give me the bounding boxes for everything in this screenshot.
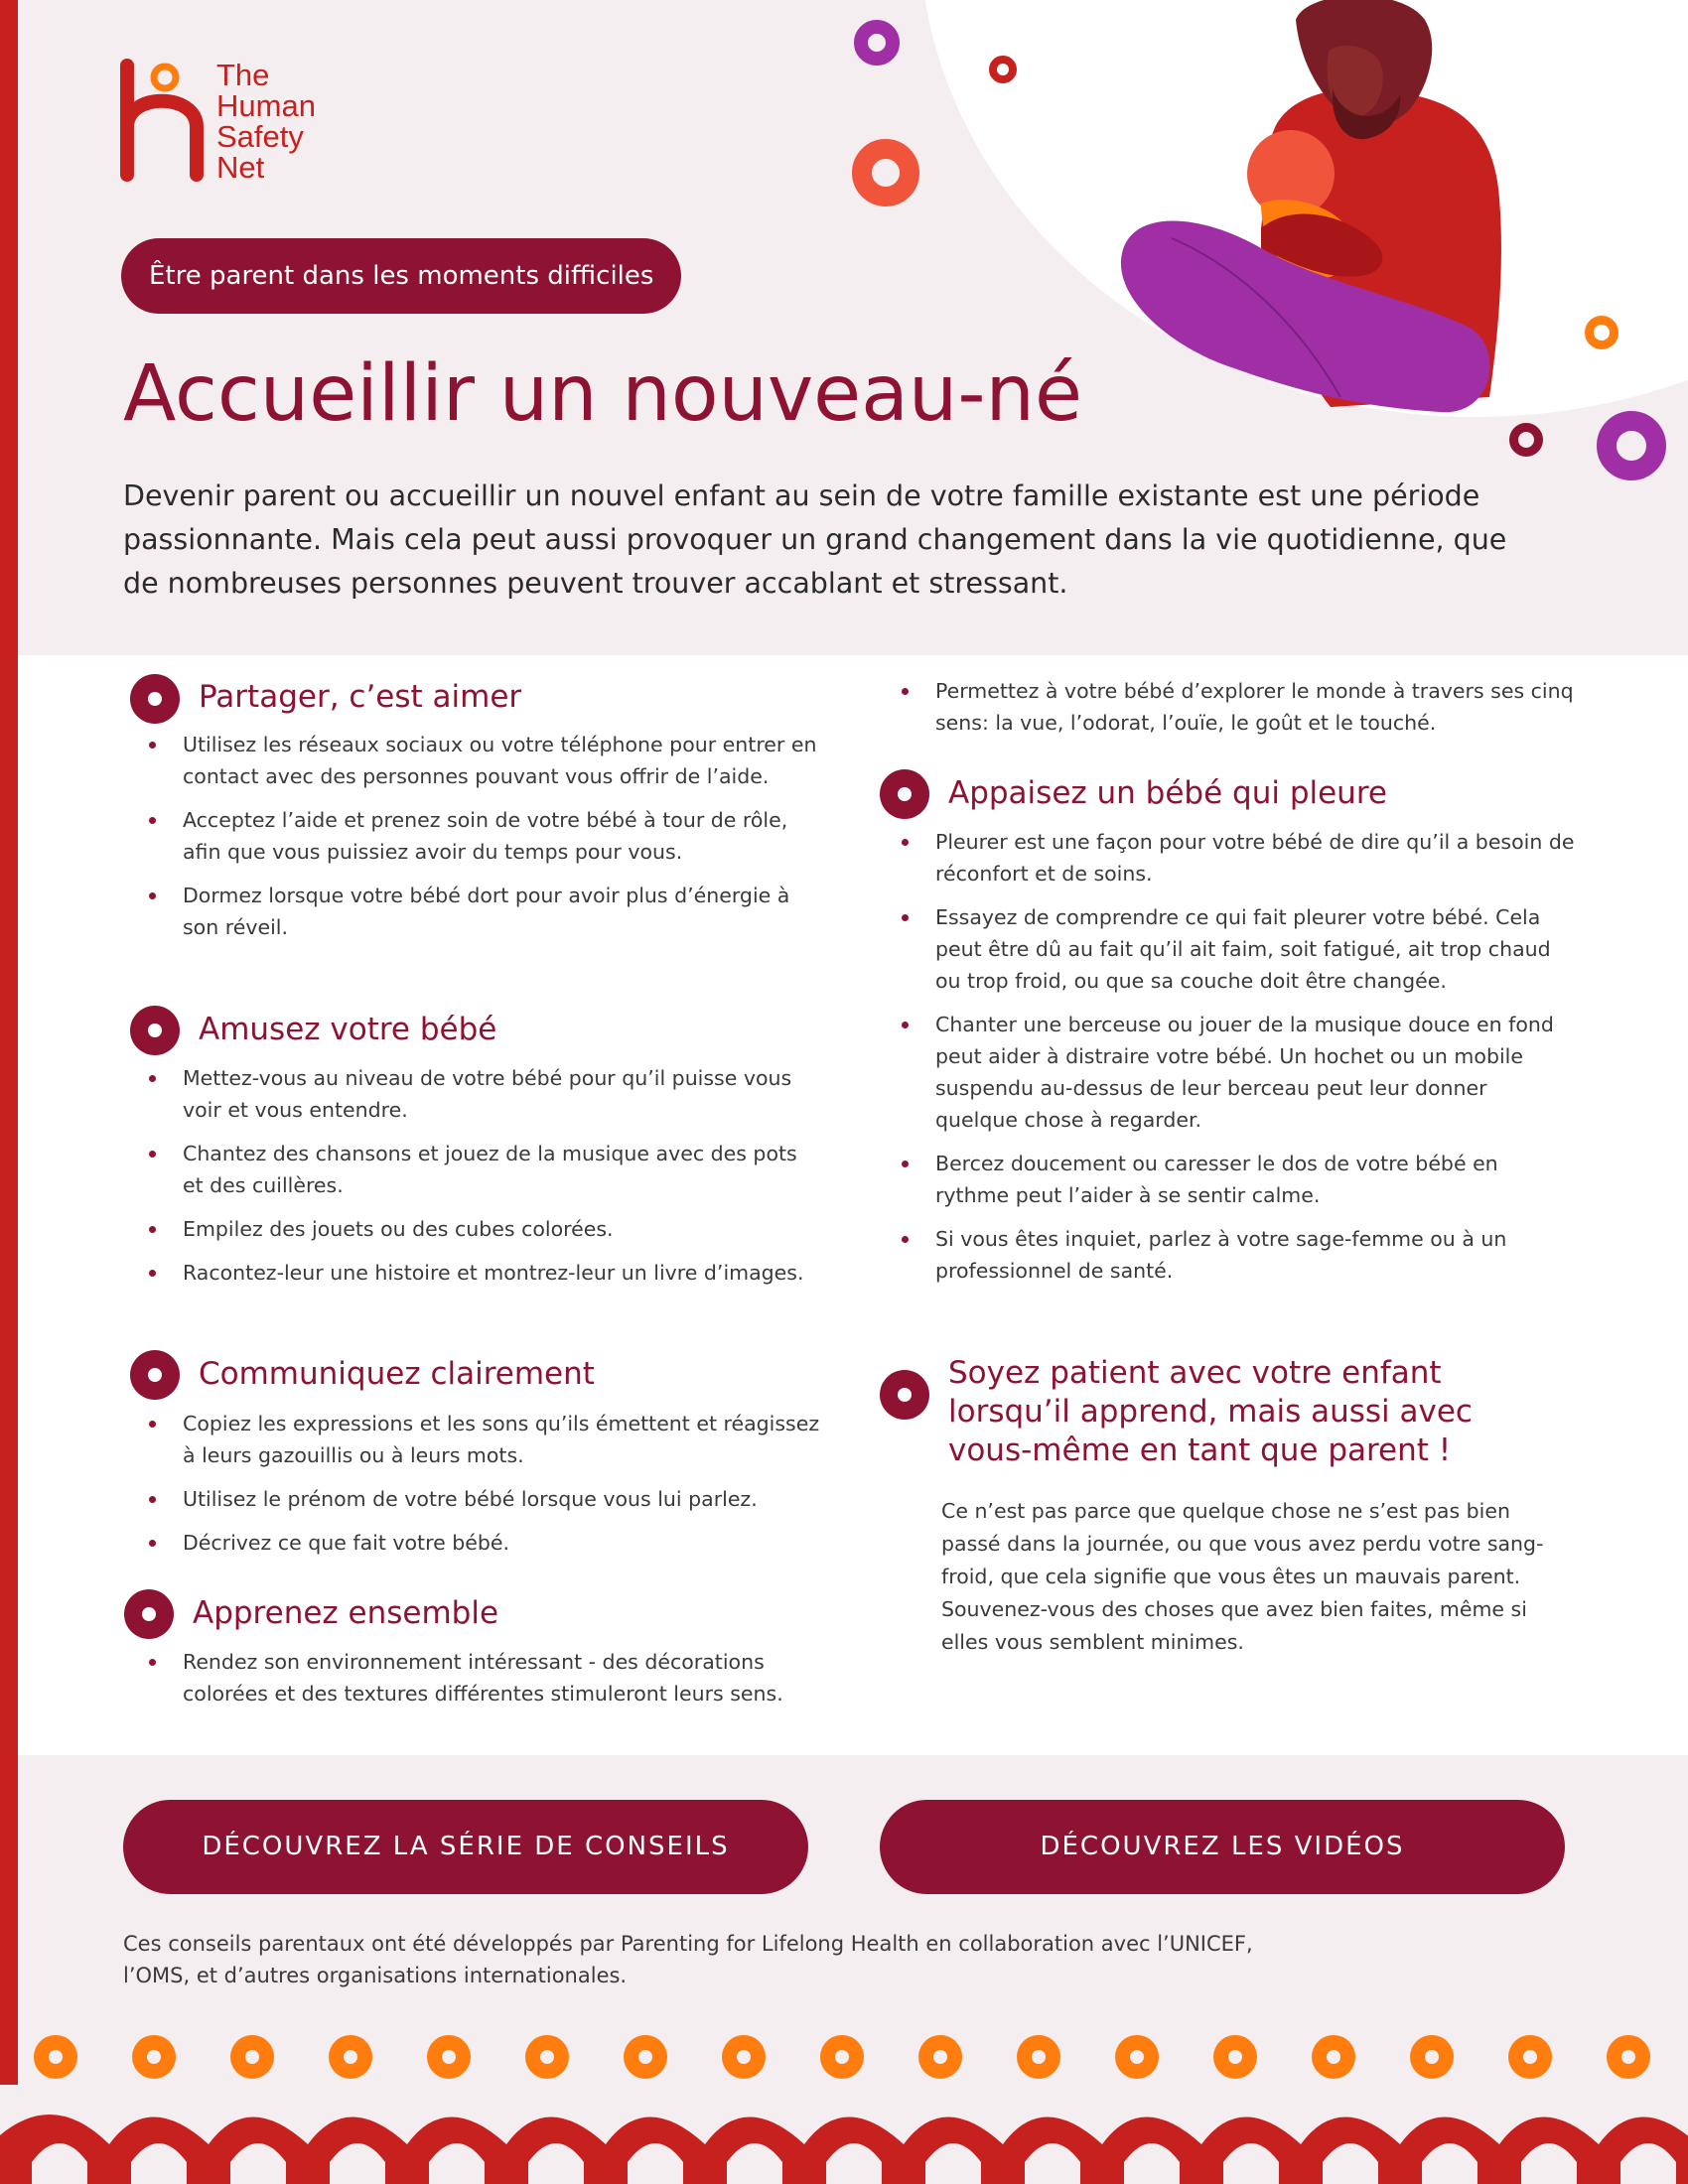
list-item: Chanter une berceuse ou jouer de la musique douce en fond peut aider à distraire votre bébé. Un hochet ou un mobile suspendu au-dessus de leur berceau peut leur donner quelque chose à regarder.	[900, 1009, 1575, 1136]
list-item: Acceptez l’aide et prenez soin de votre bébé à tour de rôle, afin que vous puissiez avoir du temps pour vous.	[147, 804, 822, 868]
decor-arches-icon	[0, 2085, 1688, 2184]
decor-dot-icon	[1508, 2035, 1552, 2079]
list-item: Si vous êtes inquiet, parlez à votre sage-femme ou à un professionnel de santé.	[900, 1223, 1575, 1287]
list-item: Bercez doucement ou caresser le dos de votre bébé en rythme peut l’aider à se sentir calme.	[900, 1148, 1575, 1211]
decor-dot-icon	[132, 2035, 176, 2079]
decor-ring-icon	[854, 20, 900, 66]
section-title: Apprenez ensemble	[193, 1595, 499, 1631]
section-bullet-icon	[880, 769, 929, 819]
decor-dot-icon	[722, 2035, 766, 2079]
decor-ring-icon	[1509, 423, 1543, 457]
section-list	[900, 826, 1575, 1298]
list-item: Copiez les expressions et les sons qu’ils émettent et réagissez à leurs gazouillis ou à leurs mots.	[147, 1408, 822, 1471]
section-title: Partager, c’est aimer	[199, 679, 522, 715]
section-list	[900, 675, 1595, 751]
section-title: Amusez votre bébé	[199, 1012, 497, 1047]
section-title: Communiquez clairement	[199, 1356, 595, 1392]
section-paragraph: Ce n’est pas parce que quelque chose ne s’est pas bien passé dans la journée, ou que vous avez perdu votre sang-froid, que cela signifie que vous êtes un mauvais parent. Souvenez-vous des choses que avez bien faites, même si elles vous semblent minimes.	[941, 1499, 1544, 1654]
decor-dot-icon	[230, 2035, 274, 2079]
section-bullet-icon	[130, 674, 180, 724]
section-list	[147, 1646, 822, 1721]
list-item: Permettez à votre bébé d’explorer le monde à travers ses cinq sens: la vue, l’odorat, l’ouïe, le goût et le touché.	[900, 675, 1595, 739]
footer-note: Ces conseils parentaux ont été développés par Parenting for Lifelong Health en collaboration avec l’UNICEF, l’OMS, et d’autres organisations internationales.	[123, 1932, 1253, 1987]
decor-dot-icon	[624, 2035, 667, 2079]
decor-ring-icon	[852, 139, 919, 206]
list-item: Dormez lorsque votre bébé dort pour avoir plus d’énergie à son réveil.	[147, 880, 822, 943]
decor-ring-icon	[1585, 316, 1618, 349]
list-item: Utilisez le prénom de votre bébé lorsque vous lui parlez.	[147, 1483, 822, 1515]
list-item: Essayez de comprendre ce qui fait pleurer votre bébé. Cela peut être dû au fait qu’il ait faim, soit fatigué, ait trop chaud ou trop froid, ou que sa couche doit être changée.	[900, 901, 1575, 997]
section-bullet-icon	[880, 1370, 929, 1420]
decor-dot-icon	[1607, 2035, 1650, 2079]
decor-dot-icon	[1312, 2035, 1355, 2079]
section-list	[147, 1408, 822, 1570]
discover-videos-button[interactable]: DÉCOUVREZ LES VIDÉOS	[880, 1800, 1565, 1894]
section-title: Soyez patient avec votre enfant lorsqu’il apprend, mais aussi avec vous-même en tant que parent !	[948, 1355, 1473, 1468]
decor-dot-icon	[1213, 2035, 1257, 2079]
section-list	[147, 729, 822, 955]
brand-name	[216, 60, 316, 183]
list-item: Mettez-vous au niveau de votre bébé pour qu’il puisse vous voir et vous entendre.	[147, 1062, 822, 1126]
list-item: Empilez des jouets ou des cubes colorées.	[147, 1213, 822, 1245]
decor-dot-row	[0, 2035, 1688, 2075]
decor-ring-icon	[1597, 411, 1666, 480]
parent-with-baby-illustration-icon	[1112, 0, 1569, 417]
section-title: Appaisez un bébé qui pleure	[948, 775, 1387, 811]
discover-series-button[interactable]: DÉCOUVREZ LA SÉRIE DE CONSEILS	[123, 1800, 808, 1894]
decor-ring-icon	[989, 56, 1017, 83]
section-list	[147, 1062, 822, 1300]
list-item: Chantez des chansons et jouez de la musique avec des pots et des cuillères.	[147, 1138, 822, 1201]
brand-name-line: Human	[216, 88, 316, 123]
decor-dot-icon	[525, 2035, 569, 2079]
page-title: Accueillir un nouveau-né	[123, 349, 1082, 439]
list-item: Utilisez les réseaux sociaux ou votre téléphone pour entrer en contact avec des personnes pouvant vous offrir de l’aide.	[147, 729, 822, 792]
decor-dot-icon	[820, 2035, 864, 2079]
section-bullet-icon	[130, 1350, 180, 1400]
decor-dot-icon	[1115, 2035, 1159, 2079]
left-accent-bar	[0, 0, 18, 2184]
decor-dot-icon	[34, 2035, 77, 2079]
intro-paragraph: Devenir parent ou accueillir un nouvel enfant au sein de votre famille existante est une période passionnante. Mais cela peut aussi provoquer un grand changement dans la vie quotidienne, que de nombreuses personnes peuvent trouver accablant et stressant.	[123, 479, 1507, 600]
brand-name-line: Net	[216, 150, 265, 185]
list-item: Rendez son environnement intéressant - des décorations colorées et des textures différentes stimuleront leurs sens.	[147, 1646, 822, 1709]
topic-tag: Être parent dans les moments difficiles	[121, 238, 681, 314]
section-bullet-icon	[124, 1589, 174, 1639]
brand-name-line: The	[216, 58, 270, 92]
decor-dot-icon	[1410, 2035, 1454, 2079]
brand-name-line: Safety	[216, 119, 304, 154]
section-bullet-icon	[130, 1006, 180, 1055]
decor-dot-icon	[918, 2035, 962, 2079]
list-item: Décrivez ce que fait votre bébé.	[147, 1527, 822, 1559]
decor-dot-icon	[1017, 2035, 1060, 2079]
decor-dot-icon	[427, 2035, 471, 2079]
list-item: Racontez-leur une histoire et montrez-leur un livre d’images.	[147, 1257, 822, 1289]
list-item: Pleurer est une façon pour votre bébé de dire qu’il a besoin de réconfort et de soins.	[900, 826, 1575, 889]
decor-dot-icon	[329, 2035, 372, 2079]
